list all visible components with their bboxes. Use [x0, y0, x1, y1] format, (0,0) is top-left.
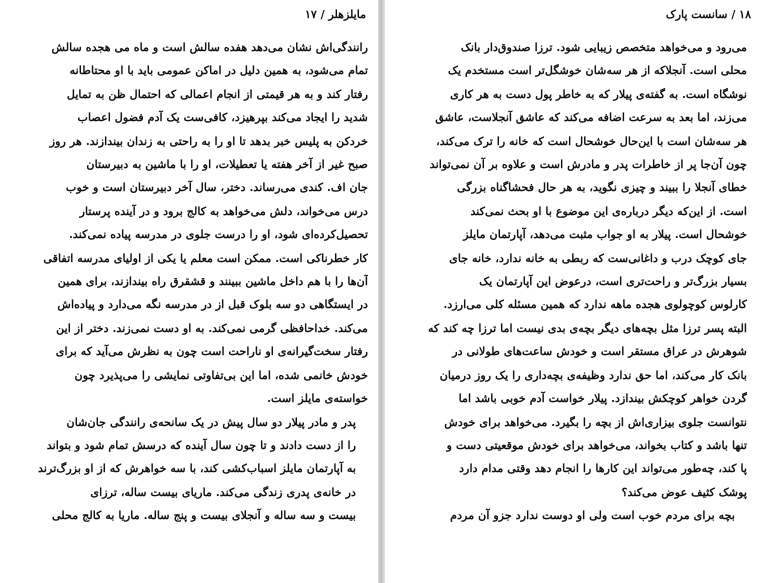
left-page-body: [14, 36, 368, 528]
text-line: پدر و مادر پیلار دو سال پیش در یک سانحه‌ی رانندگی جان‌شان: [66, 414, 356, 429]
text-line: چون آن‌جا پر از خاطرات پدر و مادرش است و علاوه بر آن نمی‌تواند: [429, 157, 747, 172]
text-line: کار خطرناکی است. ممکن است معلم یا یکی از اولیای مدرسه اتفاقی: [43, 250, 368, 265]
left-page: [0, 0, 380, 583]
right-page-body: [391, 36, 747, 528]
text-line: نتوانست جلوی بیزاری‌اش از بچه را بگیرد. می‌خواهد برای خودش: [444, 414, 747, 429]
text-line: هر سه‌شان است با این‌حال خوشحال است که خانه را ترک می‌کند،: [436, 133, 747, 148]
text-line: خوشحال است. پیلار به او جواب مثبت می‌دهد، آپارتمان مایلز: [463, 227, 747, 242]
text-line: می‌کند. خداحافظی گرمی نمی‌کند. به او دست نمی‌زند. دختر از این: [56, 320, 368, 335]
paragraph: [14, 411, 368, 528]
text-line: شدید را ایجاد می‌کند بپرهیزد، کافی‌ست یک آدم فضول اعصاب: [77, 110, 368, 125]
text-line: درس می‌خواند، دلش می‌خواهد به کالج برود و در آینده پرستار: [79, 203, 368, 218]
text-line: بیست و سه ساله و آنجلای بیست و پنج ساله. ماریا به کالج محلی: [51, 508, 356, 523]
text-line: می‌رود و می‌خواهد متخصص زیبایی شود. ترزا صندوق‌دار بانک: [460, 40, 747, 54]
text-line: خردکن به پلیس خبر بدهد تا او را به راحتی به زندان بیندازند. هر روز: [49, 133, 368, 148]
text-line: به آپارتمان مایلز اسباب‌کشی کند، با سه خواهرش که از او بزرگ‌ترند: [38, 461, 356, 476]
left-page-header: مایلزهلر / ۱۷: [304, 8, 366, 21]
text-line: رفتار کند و به هر قیمتی از انجام اعمالی که احتمال ظن به تمایل: [66, 86, 368, 101]
paragraph: [391, 36, 747, 504]
text-line: پا کند، چه‌طور می‌تواند این کارها را انجام دهد وقتی مدام دارد: [459, 461, 747, 476]
text-line: را از دست دادند و تا چون سال آینده که درسش تمام شود و بتواند: [46, 437, 356, 452]
text-line: جان اف. کندی می‌رساند. دختر، سال آخر دبیرستان است و خوب: [65, 180, 368, 195]
text-line: البته پسر ترزا مثل بچه‌های دیگر بچه‌ی بدی نیست اما ترزا چه کند که: [427, 320, 747, 335]
text-line: نوشگاه است. به گفته‌ی پیلار که به خاطر پول دست به هر کاری: [450, 86, 747, 101]
text-line: خواسته‌ی مایلز است.: [267, 391, 368, 406]
text-line: بچه برای مردم خوب است ولی او دوست ندارد جزو آن مردم: [450, 508, 735, 523]
right-page-header: ۱۸ / سانست پارک: [665, 8, 751, 21]
text-line: در ایستگاهی دو سه بلوک قبل از در مدرسه نگه می‌دارد و پیاده‌اش: [57, 297, 368, 312]
paragraph: [391, 504, 747, 527]
right-page: [383, 0, 761, 583]
text-line: شوهرش در عراق مستقر است و خودش ساعت‌های طولانی در: [452, 344, 747, 359]
text-line: پوشک کثیف عوض می‌کند؟: [621, 484, 747, 499]
text-line: است. از این‌که دیگر درباره‌ی این موضوع با او بحث نمی‌کند: [470, 203, 747, 218]
text-line: بسیار بزرگ‌تر و راحت‌تری است، درعوض این آپارتمان یک: [479, 274, 747, 289]
text-line: رانندگی‌اش نشان می‌دهد هفده سالش است و ماه می هجده سالش: [51, 40, 368, 54]
text-line: تمام می‌شود، به همین دلیل در اماکن عمومی باید با او محتاطانه: [69, 63, 368, 78]
text-line: رفتار سخت‌گیرانه‌ی او ناراحت است چون به نظرش می‌آید که برای: [55, 344, 368, 359]
text-line: در خانه‌ی پدری زندگی می‌کند. ماریای بیست ساله، ترزای: [90, 484, 356, 499]
text-line: خودش خانمی شده، اما این بی‌تفاوتی نمایشی را می‌پذیرد چون: [74, 367, 368, 382]
text-line: تنها باشد و کتاب بخواند، می‌خواهد برای خودش موقعیتی دست و: [446, 437, 747, 452]
text-line: صبح غیر از آخر هفته یا تعطیلات، او را با ماشین به دبیرستان: [86, 157, 368, 172]
text-line: می‌زند، اما بعد به سرعت اضافه می‌کند که عاشق آنجلاست، عاشق: [435, 110, 747, 125]
text-line: آن‌ها را با هم داخل ماشین ببینند و قشقرق راه بیندازند، برای همین: [57, 274, 368, 289]
text-line: گردن خواهر کوچکش بیندازد. پیلار خواست آدم خوبی باشد اما: [458, 391, 747, 406]
text-line: محلی است. آنجلاکه از هر سه‌شان خوشگل‌تر است مستخدم یک: [447, 63, 747, 78]
text-line: بانک کار می‌کند، اما حق ندارد وظیفه‌ی بچه‌داری را یک روز درمیان: [439, 367, 747, 382]
paragraph: [14, 36, 368, 411]
text-line: کارلوس کوچولوی هجده ماهه ندارد که همین مسئله کلی می‌ارزد.: [443, 297, 747, 312]
text-line: خطای آنجلا را ببیند و چیزی نگوید، به هر حال فحشاگناه بزرگی: [456, 180, 747, 195]
text-line: تحصیل‌کرده‌ای شود، او را درست جلوی در مدرسه پیاده نمی‌کند.: [69, 227, 368, 242]
text-line: جای کوچک درب و داغانی‌ست که ربطی به خانه ندارد، خانه جای: [449, 250, 747, 265]
